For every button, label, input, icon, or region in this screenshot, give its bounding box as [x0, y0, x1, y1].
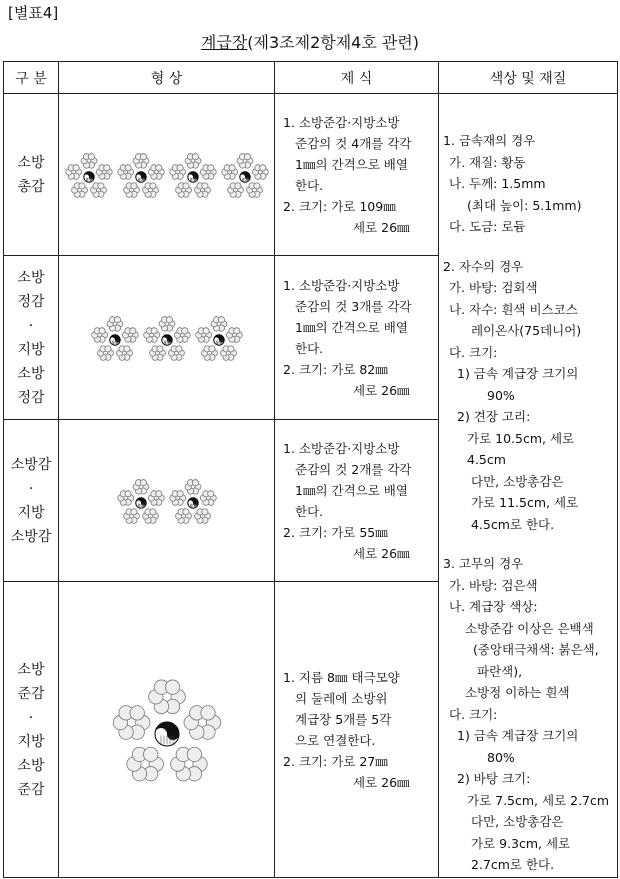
rank-label: 소방 총감: [4, 94, 59, 256]
insignia-format: 1. 소방준감·지방소방 준감의 것 4개를 각각 1㎜의 간격으로 배열 한다. 2. 크기: 가로 109㎜ 세로 26㎜: [275, 94, 439, 256]
col-header-category: 구 분: [4, 62, 59, 94]
flower-pattern: [148, 164, 164, 179]
taeguk-icon: [213, 334, 223, 344]
title-rest: (제3조제2항제4호 관련): [247, 33, 420, 52]
insignia-emblem: [143, 316, 190, 360]
flower-pattern: [116, 345, 132, 360]
flower-pattern: [184, 705, 221, 739]
flower-pattern: [148, 679, 185, 713]
flower-pattern: [142, 508, 158, 523]
flower-pattern: [117, 490, 133, 505]
insignia-table: [3, 61, 618, 878]
col-header-shape: 형 상: [59, 62, 275, 94]
flower-pattern: [133, 479, 149, 494]
insignia-format: 1. 지름 8㎜ 태극모양 의 둘레에 소방위 계급장 5개를 5각 으로 연결한다. 2. 크기: 가로 27㎜ 세로 26㎜: [275, 582, 439, 878]
insignia-shape: [59, 420, 275, 582]
insignia-format: 1. 소방준감·지방소방 준감의 것 3개를 각각 1㎜의 간격으로 배열 한다. 2. 크기: 가로 82㎜ 세로 26㎜: [275, 256, 439, 420]
flower-pattern: [71, 182, 87, 197]
flower-pattern: [117, 164, 133, 179]
flower-pattern: [122, 327, 138, 342]
page-title: [0, 30, 620, 53]
flower-pattern: [143, 327, 159, 342]
flower-pattern: [220, 345, 236, 360]
flower-pattern: [149, 345, 165, 360]
taeguk-icon: [187, 497, 197, 507]
flower-pattern: [123, 182, 139, 197]
flower-pattern: [185, 479, 201, 494]
flower-pattern: [91, 327, 107, 342]
flower-pattern: [194, 508, 210, 523]
insignia-emblem-group: [62, 466, 272, 536]
insignia-emblem: [65, 153, 112, 197]
taeguk-icon: [135, 171, 145, 181]
flower-pattern: [174, 327, 190, 342]
insignia-emblem: [195, 316, 242, 360]
header-row: [4, 62, 618, 94]
insignia-emblem: [113, 679, 220, 780]
insignia-emblem: [169, 153, 216, 197]
flower-pattern: [169, 164, 185, 179]
flower-pattern: [175, 182, 191, 197]
col-header-material: 색상 및 재질: [439, 62, 618, 94]
table-row: [4, 94, 618, 256]
flower-pattern: [252, 164, 268, 179]
taeguk-icon: [155, 722, 179, 746]
flower-pattern: [170, 747, 207, 781]
flower-pattern: [227, 182, 243, 197]
insignia-emblem-large: [102, 665, 232, 795]
flower-pattern: [169, 490, 185, 505]
col-header-format: 제 식: [275, 62, 439, 94]
flower-pattern: [126, 747, 163, 781]
taeguk-icon: [161, 334, 171, 344]
flower-pattern: [90, 182, 106, 197]
rank-label: 소방감 · 지방 소방감: [4, 420, 59, 582]
title-main: 계급장: [200, 33, 248, 52]
flower-pattern: [175, 508, 191, 523]
taeguk-icon: [239, 171, 249, 181]
insignia-emblem: [117, 153, 164, 197]
insignia-emblem-group: [62, 140, 272, 210]
flower-pattern: [97, 345, 113, 360]
material-cell: 1. 금속재의 경우 가. 재질: 황동 나. 두께: 1.5mm (최대 높이: 5.1mm) 다. 도금: 로듐 2. 자수의 경우 가. 바탕: 검회색 나. 자수: 흰색 비스코스 레이온사(75데니어) 다. 크기: 1) 금속 계급장 크기의 90% 2) 견장 고리: 가로 10.5cm, 세로 4.5cm 다만, 소방총감은 가로 11.5cm, 세로 4.5cm로 한다. 3. 고무의 경우 가. 바탕: 검은색 나. 계급장 색상: 소방준감 이상은 은백색 (중앙태극채색: 붉은색, 파란색), 소방정 이하는 흰색 다. 크기: 1) 금속 계급장 크기의 80% 2) 바탕 크기: 가로 7.5cm, 세로 2.7cm 다만, 소방총감은 가로 9.3cm, 세로 2.7cm로 한다.: [439, 94, 618, 878]
flower-pattern: [237, 153, 253, 168]
taeguk-icon: [135, 497, 145, 507]
flower-pattern: [113, 705, 150, 739]
insignia-emblem: [117, 479, 164, 523]
flower-pattern: [65, 164, 81, 179]
flower-pattern: [200, 490, 216, 505]
insignia-shape: [59, 582, 275, 878]
flower-pattern: [221, 164, 237, 179]
flower-pattern: [107, 316, 123, 331]
flower-pattern: [148, 490, 164, 505]
flower-pattern: [142, 182, 158, 197]
flower-pattern: [200, 164, 216, 179]
flower-pattern: [226, 327, 242, 342]
flower-pattern: [159, 316, 175, 331]
flower-pattern: [185, 153, 201, 168]
insignia-emblem: [169, 479, 216, 523]
insignia-emblem-group: [62, 303, 272, 373]
insignia-shape: [59, 94, 275, 256]
flower-pattern: [81, 153, 97, 168]
taeguk-icon: [109, 334, 119, 344]
insignia-format: 1. 소방준감·지방소방 준감의 것 2개를 각각 1㎜의 간격으로 배열 한다. 2. 크기: 가로 55㎜ 세로 26㎜: [275, 420, 439, 582]
flower-pattern: [211, 316, 227, 331]
insignia-emblem: [221, 153, 268, 197]
insignia-shape: [59, 256, 275, 420]
annex-tag: [별표4]: [8, 4, 59, 22]
flower-pattern: [246, 182, 262, 197]
taeguk-icon: [83, 171, 93, 181]
flower-pattern: [123, 508, 139, 523]
flower-pattern: [96, 164, 112, 179]
insignia-emblem: [91, 316, 138, 360]
taeguk-icon: [187, 171, 197, 181]
flower-pattern: [195, 327, 211, 342]
flower-pattern: [194, 182, 210, 197]
rank-label: 소방 준감 · 지방 소방 준감: [4, 582, 59, 878]
flower-pattern: [133, 153, 149, 168]
flower-pattern: [168, 345, 184, 360]
flower-pattern: [201, 345, 217, 360]
rank-label: 소방 정감 · 지방 소방 정감: [4, 256, 59, 420]
